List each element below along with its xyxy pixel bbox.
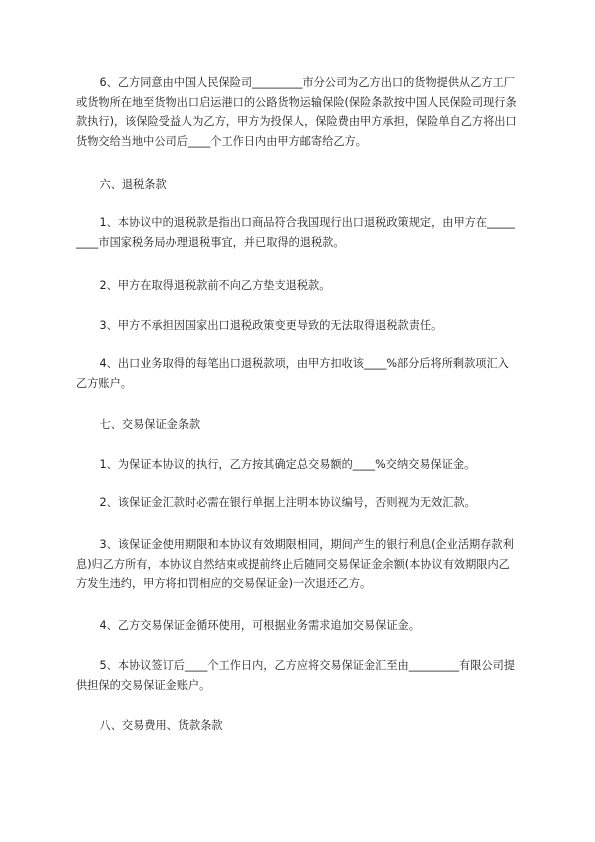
paragraph-insurance-clause-6: 6、乙方同意由中国人民保险司_________市分公司为乙方出口的货物提供从乙方工厂或货物所在地至货物出口启运港口的公路货物运输保险(保险条款按中国人民保险司现行条款执行)，该保险受益人为乙方，甲方为投保人，保险费由甲方承担，保险单自乙方将出口货物交给当地中公司后____个工作日内由甲方邮寄给乙方。 (76, 76, 517, 148)
paragraph-deposit-4: 4、乙方交易保证金循环使用，可根据业务需求追加交易保证金。 (99, 619, 420, 632)
paragraph-deposit-1: 1、为保证本协议的执行，乙方按其确定总交易额的____%交纳交易保证金。 (99, 458, 476, 471)
paragraph-tax-refund-4: 4、出口业务取得的每笔出口退税款项，由甲方扣收该____%部分后将所剩款项汇入乙方账户。 (76, 357, 509, 390)
paragraph-deposit-3: 3、该保证金使用期限和本协议有效期限相同，期间产生的银行利息(企业活期存款利息)归乙方所有，本协议自然结束或提前终止后随同交易保证金余额(本协议有效期限内乙方发生违约，甲方将扣罚相应的交易保证金)一次退还乙方。 (76, 538, 514, 590)
paragraph-deposit-2: 2、该保证金汇款时必需在银行单据上注明本协议编号，否则视为无效汇款。 (99, 496, 476, 509)
section-heading-deposit: 七、交易保证金条款 (99, 418, 201, 431)
paragraph-tax-refund-3: 3、甲方不承担因国家出口退税政策变更导致的无法取得退税款责任。 (99, 319, 443, 332)
section-heading-tax-refund: 六、退税条款 (99, 178, 167, 191)
section-heading-fees-payment: 八、交易费用、货款条款 (99, 719, 223, 732)
paragraph-tax-refund-2: 2、甲方在取得退税款前不向乙方垫支退税款。 (99, 279, 331, 292)
paragraph-tax-refund-1: 1、本协议中的退税款是指出口商品符合我国现行出口退税政策规定，由甲方在_________市国家税务局办理退税事宜，并已取得的退税款。 (76, 216, 515, 249)
paragraph-deposit-5: 5、本协议签订后____个工作日内，乙方应将交易保证金汇至由_________有限公司提供担保的交易保证金账户。 (76, 659, 515, 692)
